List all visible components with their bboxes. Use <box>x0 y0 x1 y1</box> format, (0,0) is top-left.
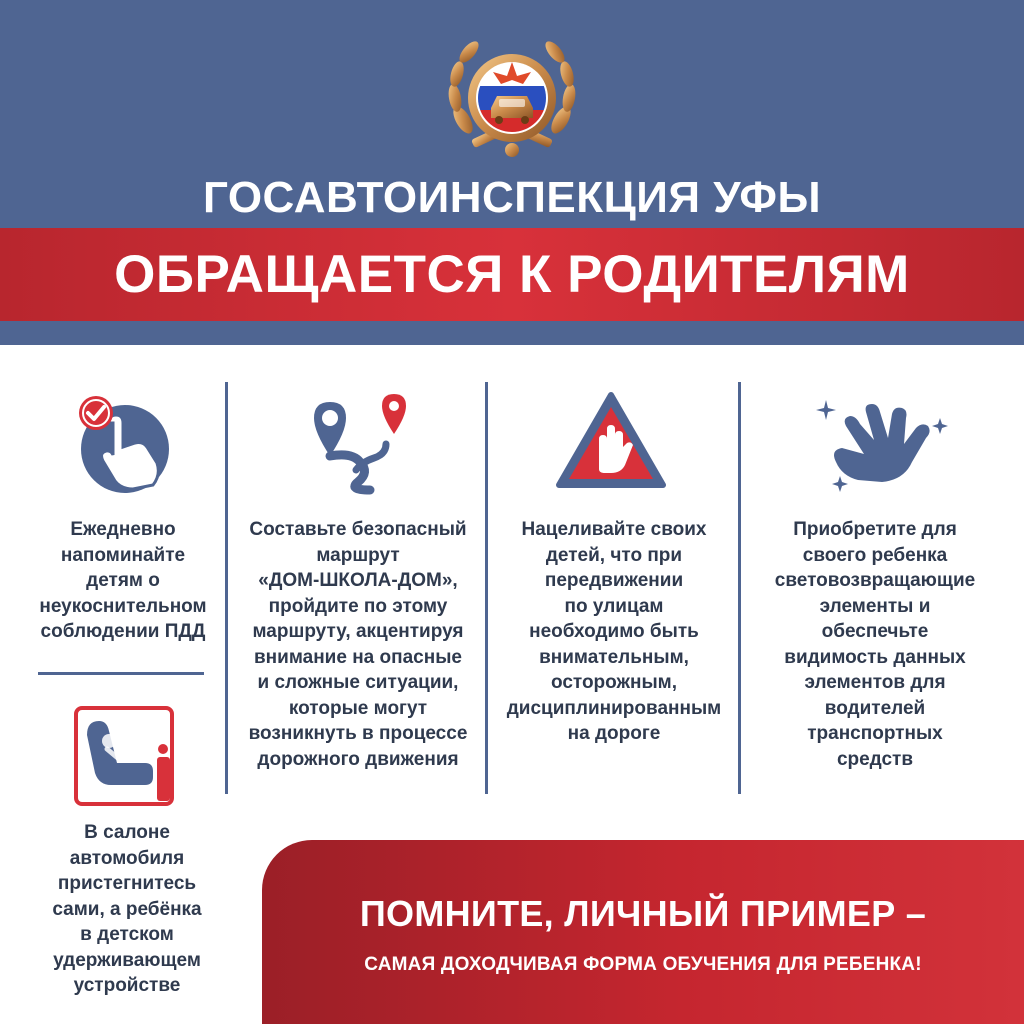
tap-hand-checkmark-icon <box>73 393 175 495</box>
slogan-sub: САМАЯ ДОХОДЧИВАЯ ФОРМА ОБУЧЕНИЯ ДЛЯ РЕБЕНКА! <box>364 954 922 975</box>
tip-be-attentive: Нацеливайте своих детей, что при передвижении по улицам необходимо быть внимательным, осторожным, дисциплинированным на дороге <box>506 519 722 744</box>
slogan-main: ПОМНИТЕ, ЛИЧНЫЙ ПРИМЕР – <box>359 893 927 934</box>
tip-child-seat: В салоне автомобиля пристегнитесь сами, а ребёнка в детском удерживающем устройстве <box>52 822 202 996</box>
headline: ОБРАЩАЕТСЯ К РОДИТЕЛЯМ <box>114 245 910 304</box>
column-divider <box>738 382 741 794</box>
agency-title: ГОСАВТОИНСПЕКЦИЯ УФЫ <box>202 173 822 222</box>
tip-reflective-elements: Приобретите для своего ребенка световозвращающие элементы и обеспечьте видимость данных элементов для водителей транспортных средств <box>774 519 976 770</box>
tip-safe-route: Составьте безопасный маршрут «ДОМ-ШКОЛА-ДОМ», пройдите по этому маршруту, акцентируя внимание на опасные и сложные ситуации, которые могут возникнуть в процессе дорожного движения <box>248 519 468 770</box>
tip-daily-reminder: Ежедневно напоминайте детям о неукоснительном соблюдении ПДД <box>39 519 207 642</box>
child-car-seat-icon <box>73 705 175 807</box>
traffic-police-emblem-icon <box>441 32 583 160</box>
reflective-hand-sparkle-icon <box>812 396 952 492</box>
route-map-pin-icon <box>300 392 416 496</box>
row-divider <box>38 672 204 675</box>
stop-hand-warning-icon <box>555 391 667 491</box>
